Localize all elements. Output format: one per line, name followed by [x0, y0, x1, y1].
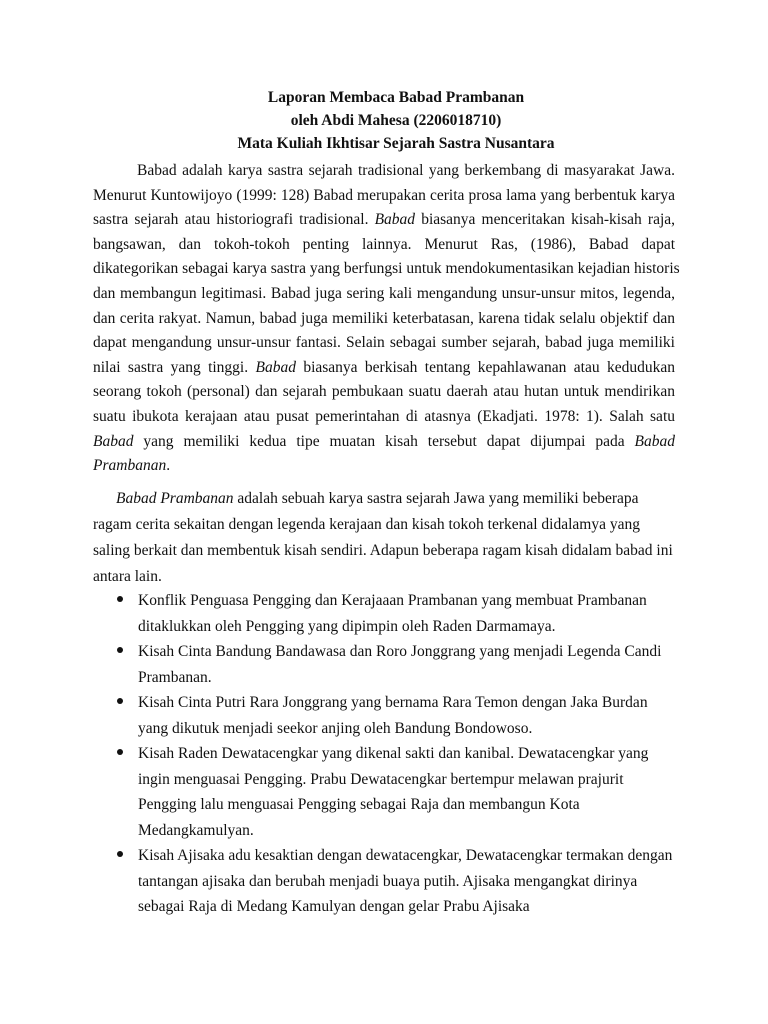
text-line: dikategorikan sebagai karya sastra yang berfungsi untuk mendokumentasikan kejadian historis	[93, 260, 680, 278]
bullet-icon	[117, 698, 123, 704]
bullet-icon	[117, 596, 123, 602]
italic-term: Babad	[255, 358, 296, 376]
text-line: saling berkait dan membentuk kisah sendiri. Adapun beberapa ragam kisah didalam babad ini	[93, 542, 673, 559]
list-item	[93, 741, 693, 843]
text-line: suatu ibukota kerajaan atau pusat pemerintahan di atasnya (Ekadjati. 1978: 1). Salah satu	[93, 407, 675, 425]
list-item-line: tantangan ajisaka dan berubah menjadi buaya putih. Ajisaka mengangkat dirinya	[138, 872, 638, 890]
text-line: antara lain.	[93, 568, 162, 585]
list-item-line: Prambanan.	[138, 668, 212, 686]
italic-term: Prambanan	[93, 457, 167, 475]
report-title: Laporan Membaca Babad Prambanan	[267, 89, 525, 106]
text-line: bangsawan, dan tokoh-tokoh penting lainnya. Menurut Ras, (1986), Babad dapat	[93, 235, 675, 253]
list-item	[93, 690, 693, 741]
list-item-line: Kisah Cinta Bandung Bandawasa dan Roro Jonggrang yang menjadi Legenda Candi	[138, 643, 662, 660]
list-item-line: yang dikutuk menjadi seekor anjing oleh Bandung Bondowoso.	[138, 719, 533, 737]
italic-term: Babad	[634, 432, 675, 450]
text-line: sastra sejarah atau historiografi tradisional. Babad biasanya menceritakan kisah-kisah raja,	[93, 211, 676, 229]
text-line: dapat mengandung unsur-unsur fantasi. Selain sebagai sumber sejarah, babad juga memiliki	[93, 334, 675, 352]
title-block	[0, 86, 768, 155]
list-item	[93, 639, 693, 690]
list-item-line: Kisah Ajisaka adu kesaktian dengan dewatacengkar, Dewatacengkar termakan dengan	[138, 847, 673, 864]
bullet-icon	[117, 749, 123, 755]
italic-term: Babad	[93, 432, 134, 450]
list-item-line: Konflik Penguasa Pengging dan Kerajaaan Prambanan yang membuat Prambanan	[138, 592, 647, 609]
bullet-icon	[117, 851, 123, 857]
author-line: oleh Abdi Mahesa (2206018710)	[290, 112, 502, 129]
course-line: Mata Kuliah Ikhtisar Sejarah Sastra Nusantara	[237, 135, 555, 152]
text-line: Babad adalah karya sastra sejarah tradisional yang berkembang di masyarakat Jawa.	[137, 162, 675, 179]
paragraph-intro	[93, 159, 680, 479]
text-line: dan membangun legitimasi. Babad juga sering kali mengandung unsur-unsur mitos, legenda,	[93, 284, 675, 302]
italic-term: Babad	[374, 211, 416, 229]
text-line: dan cerita rakyat. Namun, babad juga memiliki keterbatasan, karena tidak selalu objektif dan	[93, 309, 675, 327]
paragraph-babad-prambanan	[93, 486, 675, 590]
list-item-line: Kisah Raden Dewatacengkar yang dikenal sakti dan kanibal. Dewatacengkar yang	[138, 745, 649, 762]
list-item	[93, 843, 693, 920]
text-line: Babad yang memiliki kedua tipe muatan kisah tersebut dapat dijumpai pada Babad	[93, 432, 675, 450]
text-line: Babad Prambanan adalah sebuah karya sastra sejarah Jawa yang memiliki beberapa	[116, 490, 639, 507]
story-list	[93, 588, 693, 920]
list-item-line: Kisah Cinta Putri Rara Jonggrang yang bernama Rara Temon dengan Jaka Burdan	[138, 694, 648, 711]
bullet-icon	[117, 647, 123, 653]
text-line: Menurut Kuntowijoyo (1999: 128) Babad merupakan cerita prosa lama yang berbentuk karya	[93, 186, 675, 204]
italic-term: Babad Prambanan	[116, 490, 234, 507]
list-item-line: Pengging lalu menguasai Pengging sebagai Raja dan membangun Kota	[138, 796, 580, 813]
text-line: Prambanan.	[93, 457, 171, 475]
list-item-line: sebagai Raja di Medang Kamulyan dengan gelar Prabu Ajisaka	[138, 898, 530, 915]
text-line: nilai sastra yang tinggi. Babad biasanya berkisah tentang kepahlawanan atau kedudukan	[93, 358, 675, 376]
list-item-line: ingin menguasai Pengging. Prabu Dewatacengkar bertempur melawan prajurit	[138, 770, 624, 788]
list-item-line: Medangkamulyan.	[138, 821, 254, 839]
text-line: seorang tokoh (personal) dan sejarah pembukaan suatu daerah atau hutan untuk mendirikan	[93, 383, 675, 401]
list-item-line: ditaklukkan oleh Pengging yang dipimpin oleh Raden Darmamaya.	[138, 617, 556, 635]
list-item	[93, 588, 693, 639]
text-line: ragam cerita sekaitan dengan legenda kerajaan dan kisah tokoh terkenal didalamya yang	[93, 516, 640, 533]
